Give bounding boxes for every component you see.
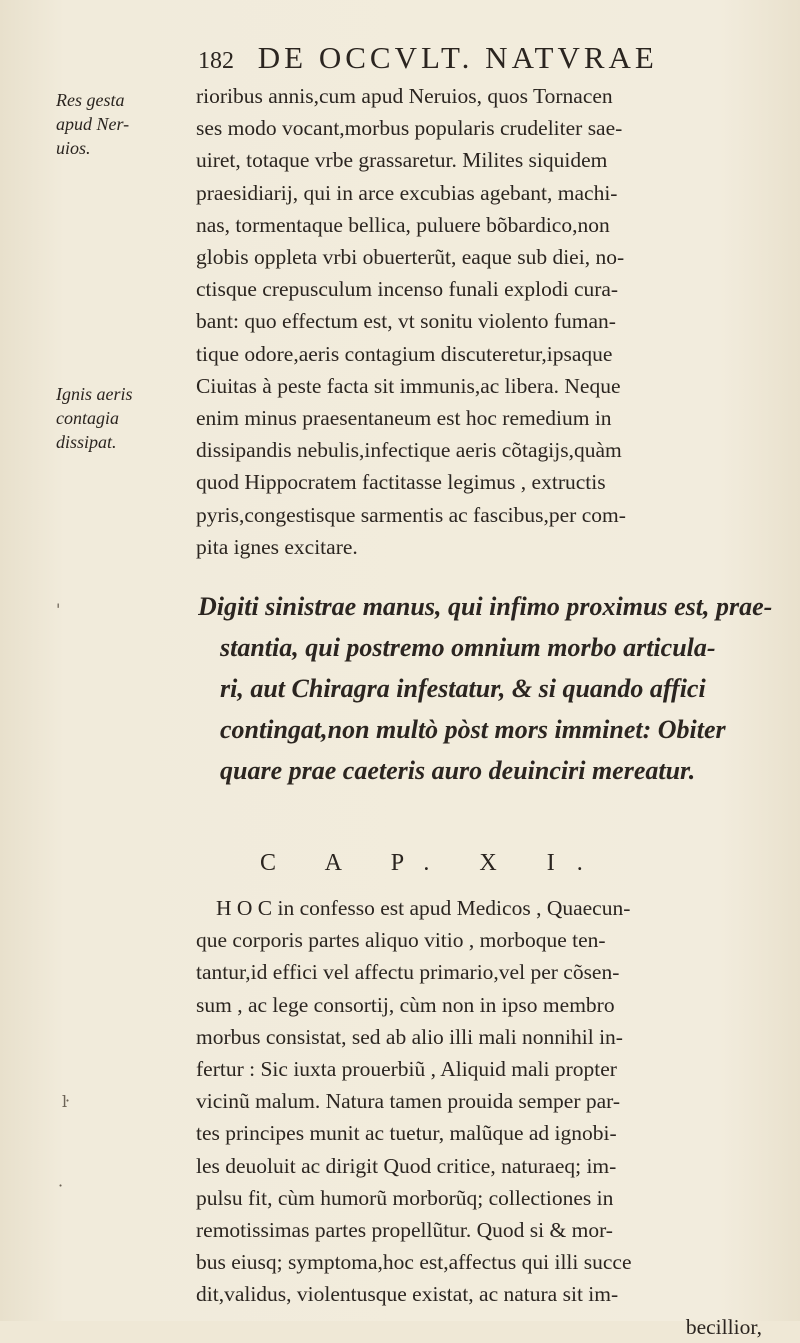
text-line: uiret, totaque vrbe grassaretur. Milites siquidem <box>196 148 608 173</box>
margin-note-res-gesta <box>56 88 186 160</box>
summary-line: ri, aut Chiragra infestatur, & si quando affici <box>220 674 706 703</box>
text-line: praesidiarij, qui in arce excubias agebant, machi- <box>196 180 618 205</box>
text-line: nas, tormentaque bellica, puluere bõbardico,non <box>196 212 610 237</box>
text-line: quod Hippocratem factitasse legimus , extructis <box>196 470 606 495</box>
text-line: bus eiusq; symptoma,hoc est,affectus qui illi succe <box>196 1250 632 1275</box>
text-line: tes principes munit ac tuetur, malũque ad ignobi- <box>196 1121 617 1146</box>
margin-note-line: apud Ner- <box>56 114 130 134</box>
page-number: 182 <box>198 48 234 74</box>
text-line: sum , ac lege consortij, cùm non in ipso membro <box>196 992 615 1017</box>
summary-line: contingat,non multò pòst mors imminet: Obiter <box>220 715 726 744</box>
text-line: rioribus annis,cum apud Neruios, quos Tornacen <box>196 84 613 108</box>
text-line: tantur,id effici vel affectu primario,vel per cõsen- <box>196 960 620 985</box>
catchword: becillior, <box>685 1314 762 1339</box>
text-line: enim minus praesentaneum est hoc remedium in <box>196 406 612 431</box>
margin-note-line: uios. <box>56 138 91 158</box>
text-line: pyris,congestisque sarmentis ac fascibus,per com- <box>196 502 626 527</box>
ink-speck: ' <box>56 600 61 619</box>
margin-note-ignis <box>56 382 186 454</box>
text-line: pulsu fit, cùm humorũ morborũq; collectiones in <box>196 1185 614 1210</box>
text-line: ctisque crepusculum incenso funali explodi cura- <box>196 277 619 302</box>
summary-line: Digiti sinistrae manus, qui infimo proximus est, prae- <box>198 592 772 621</box>
ink-speck: ŀ <box>62 1092 68 1111</box>
summary-line: quare prae caeteris auro deuinciri mereatur. <box>220 756 696 785</box>
margin-note-line: contagia <box>56 408 119 428</box>
running-title: DE OCCVLT. NATVRAE <box>257 40 658 75</box>
text-line: que corporis partes aliquo vitio , morboque ten- <box>196 928 606 953</box>
text-line: Ciuitas à peste facta sit immunis,ac libera. Neque <box>196 373 621 398</box>
text-line: morbus consistat, sed ab alio illi mali nonnihil in- <box>196 1024 623 1049</box>
text-line: pita ignes excitare. <box>196 534 358 559</box>
paragraph-1 <box>196 80 772 563</box>
text-line: tique odore,aeris contagium discuteretur,ipsaque <box>196 341 613 366</box>
text-line: H O C in confesso est apud Medicos , Quaecun- <box>216 896 631 920</box>
margin-note-line: dissipat. <box>56 432 117 452</box>
text-line: ses modo vocant,morbus popularis crudeliter sae- <box>196 116 623 141</box>
summary-line: stantia, qui postremo omnium morbo articula- <box>220 633 716 662</box>
text-line: vicinũ malum. Natura tamen prouida semper par- <box>196 1089 621 1114</box>
margin-note-line: Res gesta <box>56 90 125 110</box>
chapter-heading: C A P. X I. <box>260 850 605 876</box>
chapter-summary <box>198 586 772 791</box>
text-line: globis oppleta vrbi obuerterũt, eaque sub diei, no- <box>196 245 625 270</box>
text-line: remotissimas partes propellũtur. Quod si & mor- <box>196 1218 613 1243</box>
text-line: les deuoluit ac dirigit Quod critice, naturaeq; im- <box>196 1153 617 1178</box>
paragraph-2 <box>196 892 772 1343</box>
ink-speck: · <box>58 1176 64 1195</box>
text-line: fertur : Sic iuxta prouerbiũ , Aliquid mali propter <box>196 1057 617 1082</box>
margin-note-line: Ignis aeris <box>56 384 133 404</box>
text-line: dit,validus, violentusque existat, ac natura sit im- <box>196 1282 619 1307</box>
text-line: dissipandis nebulis,infectique aeris cõtagijs,quàm <box>196 438 622 463</box>
running-header <box>198 40 758 76</box>
text-line: bant: quo effectum est, vt sonitu violento fuman- <box>196 309 616 334</box>
